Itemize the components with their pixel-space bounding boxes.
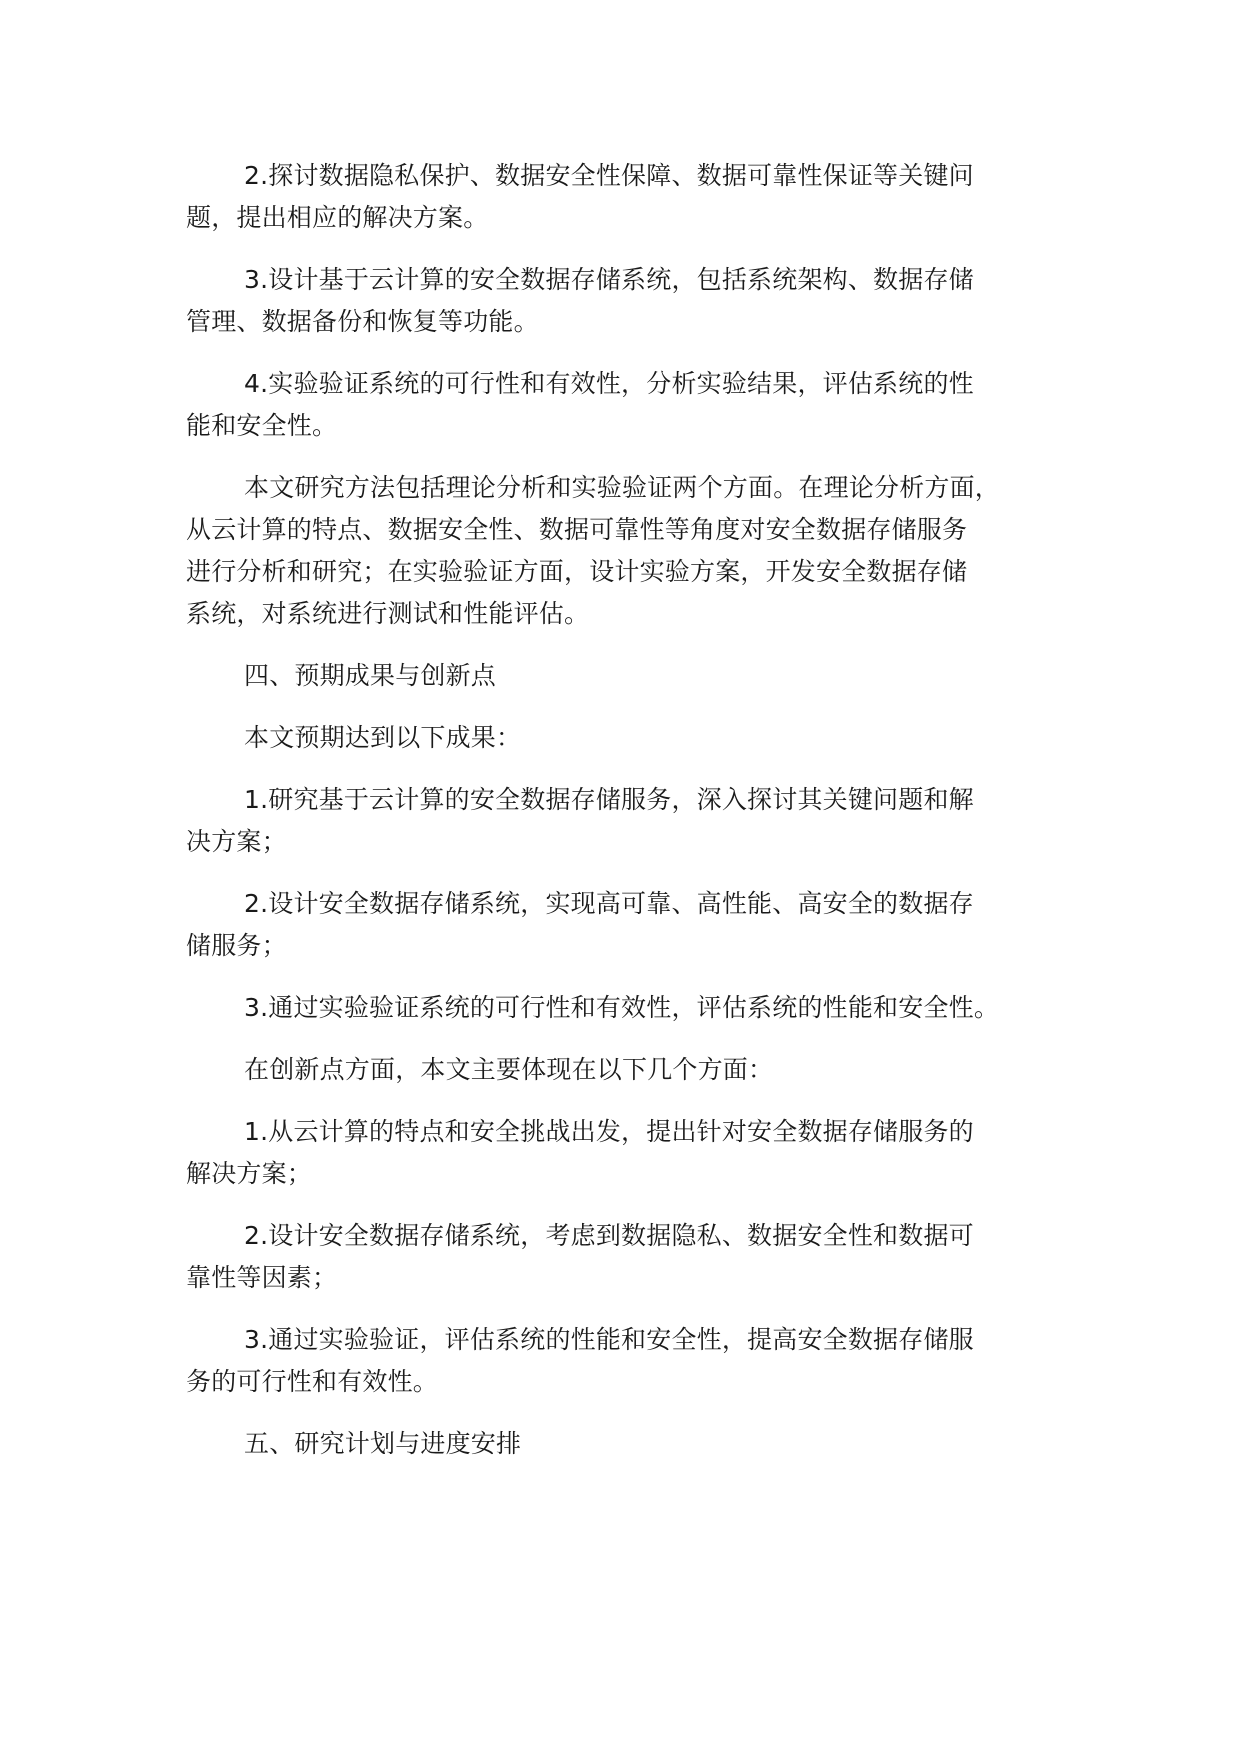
paragraph-innovation-2 bbox=[186, 1215, 1086, 1299]
text-line: 决方案； bbox=[186, 827, 287, 856]
text-line: 能和安全性。 bbox=[186, 411, 338, 440]
text-line: 从云计算的特点、数据安全性、数据可靠性等角度对安全数据存储服务 bbox=[186, 515, 968, 544]
heading-text: 五、研究计划与进度安排 bbox=[244, 1429, 522, 1458]
heading-text: 四、预期成果与创新点 bbox=[244, 661, 497, 690]
text-line: 解决方案； bbox=[186, 1159, 313, 1188]
paragraph-expected-3 bbox=[186, 987, 1086, 1029]
paragraph-expected-intro bbox=[186, 717, 1086, 759]
text-line: 3.设计基于云计算的安全数据存储系统，包括系统架构、数据存储 bbox=[244, 265, 974, 294]
paragraph-innovation-1 bbox=[186, 1111, 1086, 1195]
paragraph-item-4 bbox=[186, 363, 1086, 447]
text-line: 系统，对系统进行测试和性能评估。 bbox=[186, 599, 590, 628]
text-line: 2.探讨数据隐私保护、数据安全性保障、数据可靠性保证等关键问 bbox=[244, 161, 974, 190]
text-line: 3.通过实验验证，评估系统的性能和安全性，提高安全数据存储服 bbox=[244, 1325, 974, 1354]
text-line: 务的可行性和有效性。 bbox=[186, 1367, 439, 1396]
text-line: 储服务； bbox=[186, 931, 287, 960]
paragraph-item-3 bbox=[186, 259, 1086, 343]
paragraph-methods bbox=[186, 467, 1086, 635]
text-line: 1.从云计算的特点和安全挑战出发，提出针对安全数据存储服务的 bbox=[244, 1117, 974, 1146]
paragraph-item-2 bbox=[186, 155, 1086, 239]
section-heading-5 bbox=[186, 1423, 1086, 1465]
text-line: 管理、数据备份和恢复等功能。 bbox=[186, 307, 539, 336]
text-line: 2.设计安全数据存储系统，考虑到数据隐私、数据安全性和数据可 bbox=[244, 1221, 974, 1250]
text-line: 4.实验验证系统的可行性和有效性，分析实验结果，评估系统的性 bbox=[244, 369, 974, 398]
text-line: 1.研究基于云计算的安全数据存储服务，深入探讨其关键问题和解 bbox=[244, 785, 974, 814]
text-line: 2.设计安全数据存储系统，实现高可靠、高性能、高安全的数据存 bbox=[244, 889, 974, 918]
text-line: 本文研究方法包括理论分析和实验验证两个方面。在理论分析方面， bbox=[244, 473, 1001, 502]
paragraph-innovation-intro bbox=[186, 1049, 1086, 1091]
document-body bbox=[186, 155, 1086, 1485]
section-heading-4 bbox=[186, 655, 1086, 697]
text-line: 靠性等因素； bbox=[186, 1263, 338, 1292]
text-line: 3.通过实验验证系统的可行性和有效性，评估系统的性能和安全性。 bbox=[244, 993, 1000, 1022]
paragraph-expected-2 bbox=[186, 883, 1086, 967]
paragraph-innovation-3 bbox=[186, 1319, 1086, 1403]
text-line: 题，提出相应的解决方案。 bbox=[186, 203, 489, 232]
text-line: 本文预期达到以下成果： bbox=[244, 723, 522, 752]
text-line: 进行分析和研究；在实验验证方面，设计实验方案，开发安全数据存储 bbox=[186, 557, 968, 586]
paragraph-expected-1 bbox=[186, 779, 1086, 863]
text-line: 在创新点方面，本文主要体现在以下几个方面： bbox=[244, 1055, 774, 1084]
